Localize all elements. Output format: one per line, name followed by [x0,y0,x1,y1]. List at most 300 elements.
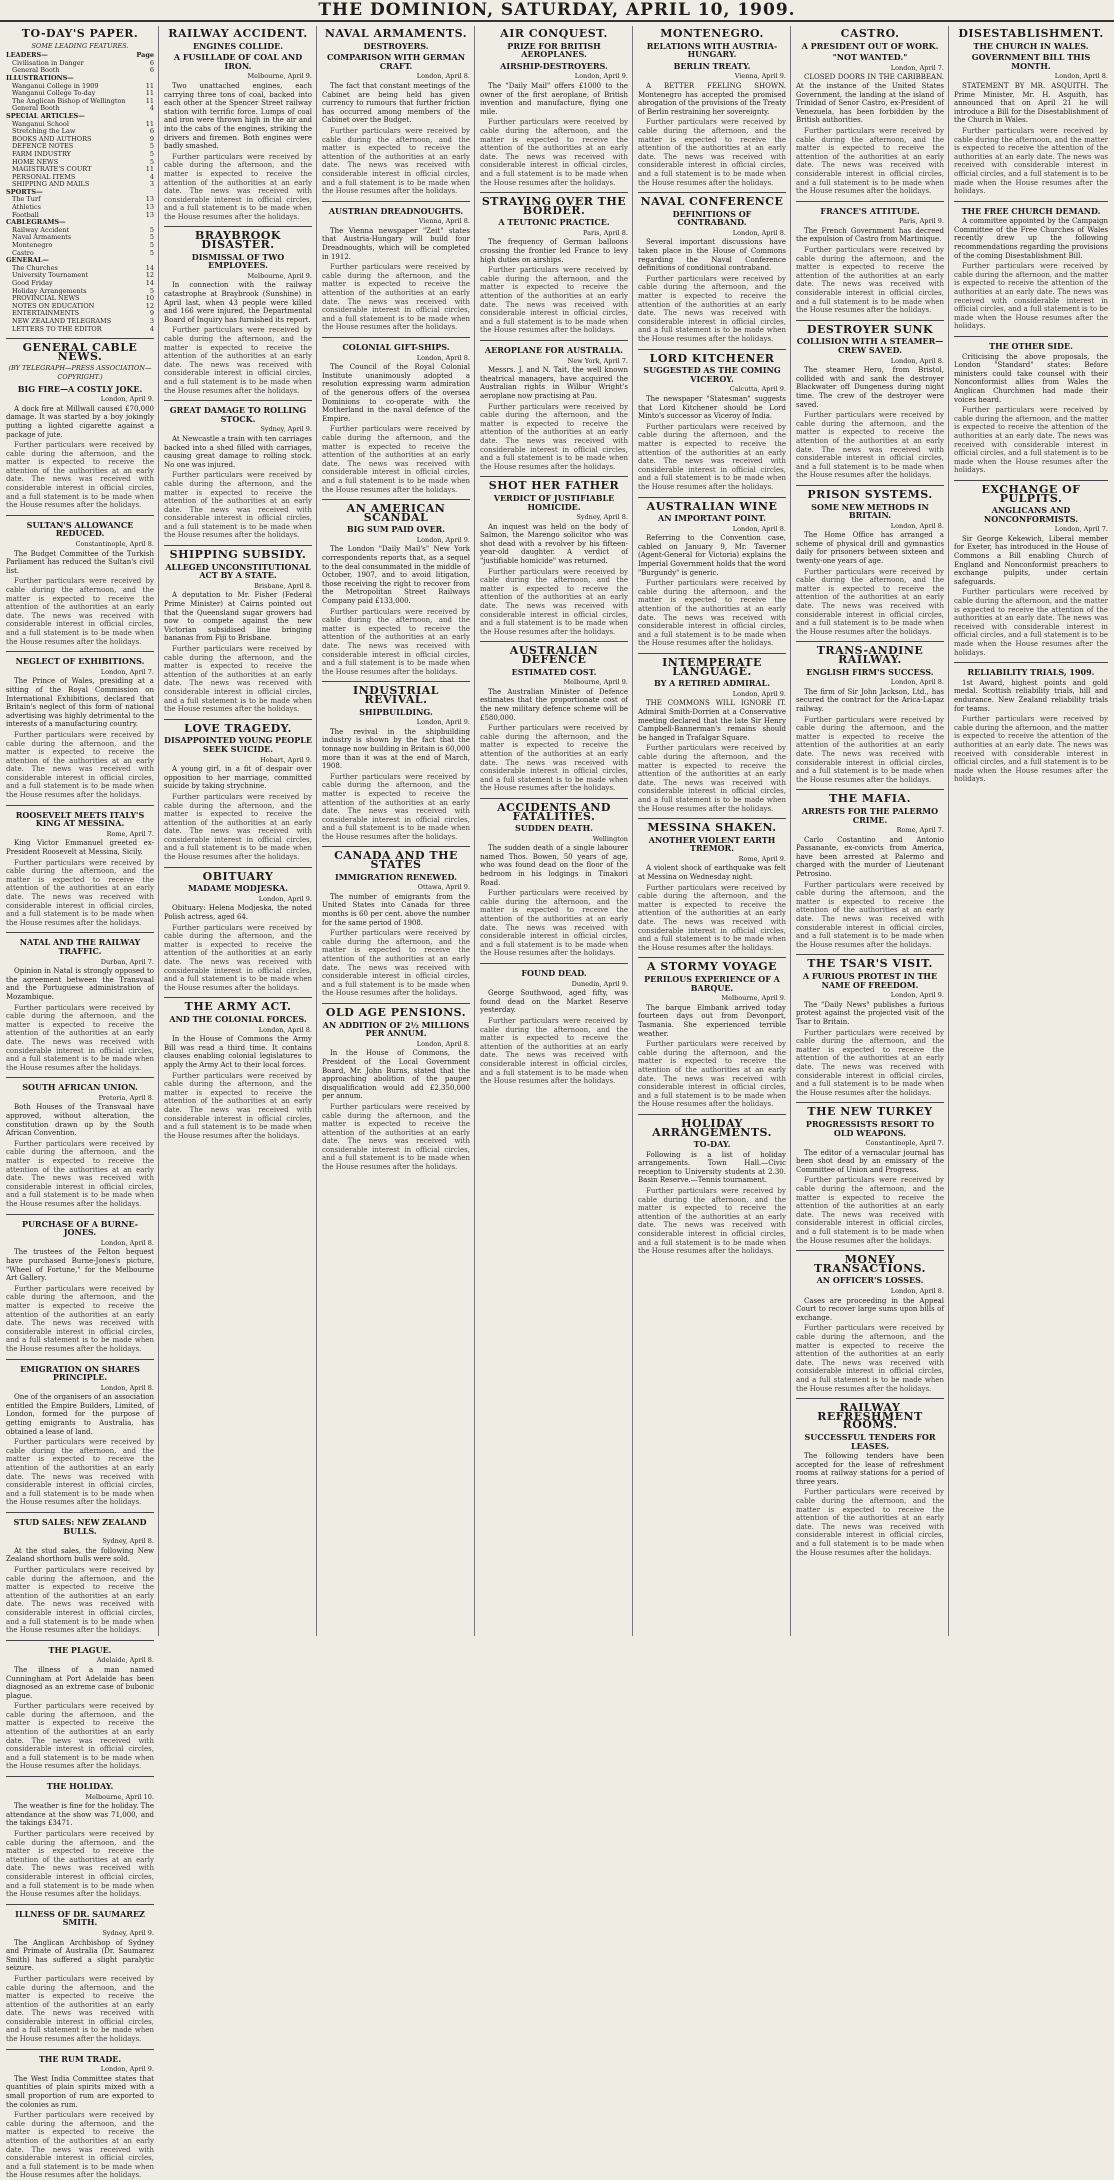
article [322,201,470,332]
article-body-continued: Further particulars were received by cable during the afternoon, and the matter is expected to receive the attention of the authorities at an early date. The news was received with considerable interest in official circles, and a full statement is to be made when the House resumes after the holidays. [6,1284,154,1353]
article-body: The revival in the shipbuilding industry is shown by the fact that the tonnage now building in Britain is 60,000 more than it was at the end of March, 1908. [322,727,470,771]
article-dateline: Sydney, April 8. [102,1537,154,1546]
toc-page: 4 [149,172,154,181]
article-body: The fact that constant meetings of the Cabinet are being held has given currency to rumours that further friction has occurred among members of the Cabinet over the Budget. [322,81,470,125]
article [6,1077,154,1208]
toc-label: FARM INDUSTRY [12,149,71,158]
article-headline: ROOSEVELT MEETS ITALY'S KING AT MESSINA. [15,809,145,829]
divider [796,201,944,202]
article-headline: BRAYBROOK DISASTER. [195,229,281,252]
toc-label: Wanganui School [12,119,69,128]
toc-label: University Tournament [12,271,89,280]
article-dateline: Melbourne, April 10. [85,1792,154,1801]
article-body: Criticising the above proposals, the London "Standard" states: Before ministers could take counsel with their Nonconformist allies from Wales the Anglican Churchmen had made their voices heard. [954,352,1108,404]
article-dateline: Rome, April 9. [738,854,786,863]
article-body-continued: Further particulars were received by cable during the afternoon, and the matter is expected to receive the attention of the authorities at an early date. The news was received with considerable interest in official circles, and a full statement is to be made when the House resumes after the holidays. [6,858,154,927]
article [6,515,154,646]
article-body: In connection with the railway catastrophe at Braybrook (Sunshine) in April last, when 43 people were killed and 166 were injured, the Departmental Board of Inquiry has furnished its report. [164,281,312,324]
article-dateline: Melbourne, April 9. [247,271,312,280]
article-body: King Victor Emmanuel greeted ex-President Roosevelt at Messina, Sicily. [6,839,154,857]
naval-armaments-title: NAVAL ARMAMENTS. [324,27,468,40]
article-body: The Prince of Wales, presiding at a sitting of the Royal Commission on International Exhibitions, declared that Britain's neglect of this form of national advertising was highly detrimental to the interests of a manufacturing country. [6,677,154,729]
article-body: THE COMMONS WILL IGNORE IT. Admiral Smith-Dorrien at a Conservative meeting declared that the late Sir Henry Campbell-Bannerman's remains should be hanged in Trafalgar Square. [638,699,786,742]
article-body-continued: Further particulars were received by cable during the afternoon, and the matter is expected to receive the attention of the authorities at an early date. The news was received with considerable interest in official circles, and a full statement is to be made when the House resumes after the holidays. [796,1324,944,1393]
article-headline: OLD AGE PENSIONS. [325,1005,467,1019]
article-body: A young girl, in a fit of despair over opposition to her marriage, committed suicide by taking strychnine. [164,765,312,791]
article-body: The "Daily News" publishes a furious protest against the projected visit of the Tsar to Britain. [796,1000,944,1026]
column-divider [474,26,475,1636]
table-of-contents [6,52,154,333]
column-railway-accident [164,26,312,1636]
toc-page: 5 [149,233,154,242]
article-dateline: London, April 8. [416,353,470,362]
article-headline: THE CHURCH IN WALES. [973,40,1089,51]
divider [6,1359,154,1360]
article-headline: THE PLAGUE. [48,1644,112,1655]
divider [164,867,312,868]
article-dateline: New York, April 7. [567,356,628,365]
article-body-continued: Further particulars were received by cable during the afternoon, and the matter is expected to receive the attention of the authorities at an early date. The news was received with considerable interest in official circles, and a full statement is to be made when the House resumes after the holidays. [164,923,312,992]
article-subheadline: A FURIOUS PROTEST IN THE NAME OF FREEDOM. [802,971,938,990]
toc-page: 13 [145,210,154,219]
article-subheadline: DISAPPOINTED YOUNG PEOPLE SEEK SUICIDE. [164,735,312,754]
masthead-rule [0,20,1114,22]
divider [6,1640,154,1641]
article-body-continued: Further particulars were received by cable during the afternoon, and the matter is expected to receive the attention of the authorities at an early date. The news was received with considerable interest in official circles, and a full statement is to be made when the House resumes after the holidays. [322,772,470,841]
article-list [638,42,786,1256]
divider [164,400,312,401]
article-list [480,42,628,1086]
article-body: Following is a list of holiday arrangements. Town Hall.—Civic reception to University students at 2.30. Basin Reserve.—Tennis tournament. [638,1150,786,1185]
article [6,651,154,800]
toc-page: 11 [145,96,154,105]
article-dateline: London, April 7. [100,667,154,676]
divider [954,480,1108,481]
divider [480,641,628,642]
article-dateline: Paris, April 8. [583,228,628,237]
article-body-continued: Further particulars were received by cable during the afternoon, and the matter is expected to receive the attention of the authorities at an early date. The news was received with considerable interest in official circles, and a full statement is to be made when the House resumes after the holidays. [322,929,470,998]
article-headline: NAVAL CONFERENCE [640,195,784,209]
article-dateline: London, April 8. [100,1383,154,1392]
divider [6,1512,154,1513]
divider [796,1398,944,1399]
toc-label: Montenegro [12,241,53,250]
article [6,385,154,510]
article-headline: PRISON SYSTEMS. [807,487,933,501]
toc-label: SHIPPING AND MAILS [12,180,90,189]
article-body-continued: Further particulars were received by cable during the afternoon, and the matter is expected to receive the attention of the authorities at an early date. The news was received with considerable interest in official circles, and a full statement is to be made when the House resumes after the holidays. [164,645,312,714]
article-headline: ACCIDENTS AND FATALITIES. [497,800,611,823]
article-body: Several important discussions have taken place in the House of Commons regarding the Naval Conference definitions of conditional contraband. [638,238,786,273]
article-body: A BETTER FEELING SHOWN. Montenegro has accepted the promised abrogation of the provisions of the Treaty of Berlin restraining her sovereignty. [638,81,787,116]
article-dateline: London, April 9. [100,2065,154,2074]
article-subheadline: DISMISSAL OF TWO EMPLOYEES. [191,251,285,271]
toc-page: 5 [149,286,154,295]
article [322,1003,470,1172]
divider [322,846,470,847]
article-body: The firm of Sir John Jackson, Ltd., has secured the contract for the Arica-Lapaz railway. [796,687,944,713]
article-subheadline: SHIPBUILDING. [359,706,433,717]
article-body: CLOSED DOORS IN THE CARIBBEAN. At the instance of the United States Government, the landing at the island of Trinidad of Senor Castro, ex-President of Venezuela, has been forbidden by the British authorities. [796,73,944,125]
article-body: The weather is fine for the holiday. The attendance at the show was 71,000, and the takings £3471. [6,1802,154,1828]
toc-page: 4 [149,324,154,333]
column-disestablishment [954,26,1108,1636]
article-body-continued: Further particulars were received by cable during the afternoon, and the matter is expected to receive the attention of the authorities at an early date. The news was received with considerable interest in official circles, and a full statement is to be made when the House resumes after the holidays. [796,126,944,196]
toc-entry [6,326,154,334]
article-headline: NATAL AND THE RAILWAY TRAFFIC. [19,937,141,956]
article [480,963,628,1086]
toc-label: The Churches [12,263,58,272]
toc-page: 5 [149,142,154,151]
article-body: The sudden death of a single labourer named Thos. Bowen, 50 years of age, who was found dead on the floor of the bedroom in his lodgings in Tinakori Road. [480,844,628,887]
article-subheadline: AIRSHIP-DESTROYERS. [500,60,608,71]
masthead-title: THE DOMINION, SATURDAY, APRIL 10, 1909. [318,0,796,20]
toc-label: Civilisation in Danger [12,58,84,67]
article [796,789,944,949]
article-list [6,385,154,2180]
toc-label: ILLUSTRATIONS— [6,73,74,82]
article [6,1776,154,1899]
toc-label: Athletics [12,203,41,212]
article-subheadline: IMMIGRATION RENEWED. [335,871,457,882]
article [164,42,312,222]
toc-label: Wanganui College To-day [12,89,96,98]
article-dateline: London, April 8. [890,678,944,687]
article-dateline: London, April 8. [416,1039,470,1048]
divider [480,963,628,964]
article-subheadline: ANOTHER VIOLENT EARTH TREMOR. [648,834,776,854]
article-body: Two unattached engines, each carrying three tons of coal, backed into each other at the Spencer Street railway station with terrific force. Lumps of coal and iron were thrown high in the air and into the cabs of the engines, striking the drivers and firemen. Both engines were badly smashed. [164,81,312,151]
article-body-continued: Further particulars were received by cable during the afternoon, and the matter is expected to receive the attention of the authorities at an early date. The news was received with considerable interest in official circles, and a full statement is to be made when the House resumes after the holidays. [322,425,470,494]
article-headline: HOLIDAY ARRANGEMENTS. [652,1116,772,1139]
article-body: The London "Daily Mail's" New York correspondents reports that, as a sequel to the deal consummated in the middle of October, 1907, and to avoid litigation, those receiving the right to recover from the Metropolitan Street Railways Company paid £133,000. [322,545,470,606]
article-body: The trustees of the Felton bequest have purchased Burne-Jones's picture, "Wheel of Fortune," for the Melbourne Art Gallery. [6,1248,154,1283]
article-subheadline: MADAME MODJESKA. [188,883,288,894]
article-headline: INDUSTRIAL REVIVAL. [352,684,440,706]
article [6,1214,154,1354]
article-body: The Home Office has arranged a scheme of physical drill and gymnastics daily for prisoners between sixteen and twenty-one years of age. [796,531,944,566]
article-headline: AUSTRALIAN WINE [646,499,778,513]
article-body-continued: Further particulars were received by cable during the afternoon, and the matter is expected to receive the attention of the authorities at an early date. The news was received with considerable interest in official circles, and a full statement is to be made when the House resumes after the holidays. [480,118,628,187]
divider [164,997,312,998]
article-body-continued: Further particulars were received by cable during the afternoon, and the matter is expected to receive the attention of the authorities at an early date. The news was received with considerable interest in official circles, and a full statement is to be made when the House resumes after the holidays. [638,579,786,648]
article-body: A violent shock of earthquake was felt at Messina on Wednesday night. [638,864,786,882]
article-body-continued: Further particulars were received by cable during the afternoon, and the matter is expected to receive the attention of the authorities at an early date. The news was received with considerable interest in official circles, and a full statement is to be made when the House resumes after the holidays. [6,441,154,510]
toc-page: 5 [149,149,154,158]
article-body-continued: Further particulars were received by cable during the afternoon, and the matter is expected to receive the attention of the authorities at an early date. The news was received with considerable interest in official circles, and a full statement is to be made when the House resumes after the holidays. [796,1176,944,1245]
article [164,719,312,862]
toc-label: BOOKS AND AUTHORS [12,134,92,143]
divider [638,653,786,654]
divider [6,1077,154,1078]
article-body: The editor of a vernacular journal has been shot dead by an emissary of the Committee of Union and Progress. [796,1148,944,1174]
article [796,320,944,480]
divider [322,1003,470,1004]
article-body-continued: Further particulars were received by cable during the afternoon, and the matter is expected to receive the attention of the authorities at an early date. The news was received with considerable interest in official circles, and a full statement is to be made when the House resumes after the holidays. [322,263,470,332]
article-dateline: London, April 9. [416,535,470,544]
divider [6,2049,154,2050]
article-body: Cases are proceeding in the Appeal Court to recover large sums upon bills of exchange. [796,1296,944,1322]
divider [480,798,628,799]
divider [322,681,470,682]
article [954,480,1108,657]
toc-page: 9 [149,309,154,318]
toc-page: 10 [145,294,154,303]
article-headline: AUSTRALIAN DEFENCE [509,644,599,666]
toc-page: 12 [145,301,154,310]
article-headline: ENGINES COLLIDE. [192,40,284,51]
toc-page: 6 [149,66,154,75]
article-body: The "Daily Mail" offers £1000 to the owner of the first aeroplane, of British invention and manufacture, flying one mile. [480,81,628,116]
article-dateline: Ottawa, April 9. [417,883,470,892]
article-dateline: London, April 9. [258,894,312,903]
article-body-continued: Further particulars were received by cable during the afternoon, and the matter is expected to receive the attention of the authorities at an early date. The news was received with considerable interest in official circles, and a full statement is to be made when the House resumes after the holidays. [480,266,628,335]
article [6,2049,154,2180]
article-body: The illness of a man named Cunningham at Port Adelaide has been diagnosed as an extreme case of bubonic plague. [6,1665,154,1700]
article-dateline: London, April 8. [416,72,470,81]
article-body-continued: Further particulars were received by cable during the afternoon, and the matter is expected to receive the attention of the authorities at an early date. The news was received with considerable interest in official circles, and a full statement is to be made when the House resumes after the holidays. [480,889,628,958]
article-body: 1st Award, highest points and gold medal. Scottish reliability trials, hill and endurance. New Zealand reliability trials for teams. [954,678,1108,713]
article-body-continued: Further particulars were received by cable during the afternoon, and the matter is expected to receive the attention of the authorities at an early date. The news was received with considerable interest in official circles, and a full statement is to be made when the House resumes after the holidays. [796,1488,944,1557]
article [954,42,1108,196]
article-body-continued: Further particulars were received by cable during the afternoon, and the matter is expected to receive the attention of the authorities at an early date. The news was received with considerable interest in official circles, and a full statement is to be made when the House resumes after the holidays. [6,2111,154,2180]
article-body: The Australian Minister of Defence estimates that the proportionate cost of the new military defence scheme will be £580,000. [480,687,628,722]
article-dateline: Calcutta, April 9. [729,385,786,394]
toc-label: SPECIAL ARTICLES— [6,111,85,120]
toc-label: PERSONAL ITEMS [12,172,76,181]
article-list [164,42,312,1141]
article-headline: ILLNESS OF DR. SAUMAREZ SMITH. [15,1908,145,1928]
article-body-continued: Further particulars were received by cable during the afternoon, and the matter is expected to receive the attention of the authorities at an early date. The news was received with considerable interest in official circles, and a full statement is to be made when the House resumes after the holidays. [6,1565,154,1635]
toc-label: The Anglican Bishop of Wellington [12,96,126,105]
article-subheadline: ANGLICANS AND NONCONFORMISTS. [983,505,1079,524]
article [954,662,1108,784]
article [638,957,786,1109]
divider [638,957,786,958]
article [796,1250,944,1393]
article [322,499,470,676]
article-headline: SULTAN'S ALLOWANCE REDUCED. [26,519,134,539]
column-divider [158,26,159,1636]
article-body-continued: Further particulars were received by cable during the afternoon, and the matter is expected to receive the attention of the authorities at an early date. The news was received with considerable interest in official circles, and a full statement is to be made when the House resumes after the holidays. [6,1438,154,1507]
article-body-continued: Further particulars were received by cable during the afternoon, and the matter is expected to receive the attention of the authorities at an early date. The news was received with considerable interest in official circles, and a full statement is to be made when the House resumes after the holidays. [796,880,944,949]
article-body-continued: Further particulars were received by cable during the afternoon, and the matter is expected to receive the attention of the authorities at an early date. The news was received with considerable interest in official circles, and a full statement is to be made when the House resumes after the holidays. [954,126,1108,196]
toc-label: General Booth [12,104,60,113]
article [638,1114,786,1256]
article-body-continued: Further particulars were received by cable during the afternoon, and the matter is expected to receive the attention of the authorities at an early date. The news was received with considerable interest in official circles, and a full statement is to be made when the House resumes after the holidays. [638,118,786,187]
article-body-continued: Further particulars were received by cable during the afternoon, and the matter is expected to receive the attention of the authorities at an early date. The news was received with considerable interest in official circles, and a full statement is to be made when the House resumes after the holidays. [638,274,786,343]
toc-page: 6 [149,127,154,136]
article-body: The French Government has decreed the expulsion of Castro from Martinique. [796,226,944,244]
divider [796,1102,944,1103]
article [6,1904,154,2044]
article-body-continued: Further particulars were received by cable during the afternoon, and the matter is expected to receive the attention of the authorities at an early date. The news was received with considerable interest in official circles, and a full statement is to be made when the House resumes after the holidays. [954,588,1108,657]
divider [480,340,628,341]
toc-label: MAGISTRATE'S COURT [12,165,92,174]
article-headline: EMIGRATION ON SHARES PRINCIPLE. [20,1363,140,1383]
article-headline: EXCHANGE OF PULPITS. [981,482,1081,505]
article [480,798,628,958]
column-air-conquest [480,26,628,1636]
article [796,201,944,315]
toc-label: General Booth [12,66,60,75]
article-body-continued: Further particulars were received by cable during the afternoon, and the matter is expected to receive the attention of the authorities at an early date. The news was received with considerable interest in official circles, and a full statement is to be made when the House resumes after the holidays. [6,577,154,646]
todays-paper-title: TO-DAY'S PAPER. [21,27,139,40]
article-body: A deputation to Mr. Fisher (Federal Prime Minister) at Cairns pointed out that the Queensland sugar growers had now to compete against the new Victorian subsidised line bringing bananas from Fiji to Brisbane. [164,591,312,643]
article-subheadline: SOME NEW METHODS IN BRITAIN. [811,501,929,521]
article-headline: LOVE TRAGEDY. [184,721,292,735]
article-subheadline: SUDDEN DEATH. [515,823,593,834]
article-headline: FRANCE'S ATTITUDE. [820,205,920,216]
article [796,42,944,196]
article-body-continued: Further particulars were received by cable during the afternoon, and the matter is expected to receive the attention of the authorities at an early date. The news was received with considerable interest in official circles, and a full statement is to be made when the House resumes after the holidays. [6,730,154,800]
divider [480,192,628,193]
article-body-continued: Further particulars were received by cable during the afternoon, and the matter is expected to receive the attention of the authorities at an early date. The news was received with considerable interest in official circles, and a full statement is to be made when the House resumes after the holidays. [164,1071,312,1140]
article-dateline: Rome, April 7. [896,826,944,835]
article-subheadline: PROGRESSISTS RESORT TO OLD WEAPONS. [805,1118,935,1138]
article-headline: LORD KITCHENER [649,351,775,365]
article-body: The steamer Hero, from Bristol, collided with and sank the destroyer Blackwater off Dungeness during night time. The crew of the destroyer were saved. [796,366,944,409]
article [322,681,470,841]
divider [796,320,944,321]
article-body: At Newcastle a train with ten carriages backed into a shed filled with carriages, causing great damage to rolling stock. No one was injured. [164,434,312,469]
article-subheadline: BIG SUM PAID OVER. [346,524,446,535]
article-subheadline: DEFINITIONS OF CONTRABAND. [672,208,752,228]
divider [954,336,1108,337]
article-headline: RAILWAY REFRESHMENT ROOMS. [817,1401,923,1432]
divider [6,651,154,652]
article-headline: SHIPPING SUBSIDY. [169,548,307,562]
article [6,805,154,928]
article-body: The barque Elmbank arrived today fourteen days out from Devonport, Tasmania. She experienced terrible weather. [638,1003,786,1038]
article-body-continued: Further particulars were received by cable during the afternoon, and the matter is expected to receive the attention of the authorities at an early date. The news was received with considerable interest in official circles, and a full statement is to be made when the House resumes after the holidays. [6,1830,154,1899]
article-subheadline: A FUSILLADE OF COAL AND IRON. [173,52,303,71]
article-body: The number of emigrants from the United States into Canada for three months is 60 per cent. above the number for the same period of 1908. [322,892,470,927]
article-dateline: London, April 9. [416,718,470,727]
montenegro-title: MONTENEGRO. [660,27,764,40]
article-body-continued: Further particulars were received by cable during the afternoon, and the matter is expected to receive the attention of the authorities at an early date. The news was received with considerable interest in official circles, and a full statement is to be made when the House resumes after the holidays. [6,1003,154,1072]
article-dateline: Rome, April 7. [106,829,154,838]
toc-page: 5 [149,157,154,166]
article-dateline: Paris, April 9. [899,217,944,226]
article-body: Both Houses of the Transvaal have approved, without alteration, the constitution drawn up by the South African Convention. [6,1103,154,1138]
article-headline: MONEY TRANSACTIONS. [814,1253,926,1275]
article-dateline: London, April 8. [732,524,786,533]
article-headline: STRAYING OVER THE BORDER. [481,195,627,217]
divider [164,545,312,546]
article-body-continued: Further particulars were received by cable during the afternoon, and the matter is expected to receive the attention of the authorities at an early date. The news was received with considerable interest in official circles, and a full statement is to be made when the House resumes after the holidays. [164,792,312,862]
article-dateline: Dunedin, April 9. [571,979,628,988]
divider [638,1114,786,1115]
article-subheadline: AN ADDITION OF 2½ MILLIONS PER ANNUM. [322,1019,470,1039]
article-headline: TRANS-ANDINE RAILWAY. [816,644,924,666]
article-list [322,42,470,1172]
article-body-continued: Further particulars were received by cable during the afternoon, and the matter is expected to receive the attention of the authorities at an early date. The news was received with considerable interest in official circles, and a full statement is to be made when the House resumes after the holidays. [164,152,312,221]
toc-label: DEFENCE NOTES [12,142,74,151]
article-body: The Budget Committee of the Turkish Parliament has reduced the Sultan's civil list. [6,549,154,575]
article-body: The following tenders have been accepted for the lease of refreshment rooms at railway stations for a period of three years. [796,1452,944,1486]
column-divider [632,26,633,1636]
article-dateline: Wellington [592,834,628,843]
divider [322,337,470,338]
article-subheadline: VERDICT OF JUSTIFIABLE HOMICIDE. [493,492,615,512]
article-dateline: London, April 8. [890,356,944,365]
divider [6,515,154,516]
article [164,400,312,540]
article-body: The Vienna newspaper "Zeit" states that Austria-Hungary will build four Dreadnoughts, which will be completed in 1912. [322,226,470,261]
article-subheadline: PERILOUS EXPERIENCE OF A BARQUE. [644,974,780,993]
toc-label: ENTERTAINMENTS [12,309,80,318]
article-dateline: Vienna, April 8. [418,217,470,226]
article-dateline: Sydney, April 8. [576,513,628,522]
toc-page: 5 [149,248,154,257]
column-montenegro [638,26,786,1636]
article [164,997,312,1140]
toc-page: 3 [149,316,154,325]
article-subheadline: SUCCESSFUL TENDERS FOR LEASES. [804,1431,936,1451]
article-body: In the House of Commons the Army Bill was read a third time. It contains clauses enabling colonial legislatures to apply the Army Act to their local forces. [164,1035,312,1069]
article-body-continued: Further particulars were received by cable during the afternoon, and the matter is expected to receive the attention of the authorities at an early date. The news was received with considerable interest in official circles, and a full statement is to be made when the House resumes after the holidays. [954,715,1108,784]
divider [638,818,786,819]
article-headline: DESTROYERS. [363,40,429,51]
article-body-continued: Further particulars were received by cable during the afternoon, and the matter is expected to receive the attention of the authorities at an early date. The news was received with considerable interest in official circles, and a full statement is to be made when the House resumes after the holidays. [638,1187,786,1256]
railway-accident-title: RAILWAY ACCIDENT. [168,27,308,40]
divider [480,476,628,477]
article-body-continued: Further particulars were received by cable during the afternoon, and the matter is expected to receive the attention of the authorities at an early date. The news was received with considerable interest in official circles, and a full statement is to be made when the House resumes after the holidays. [796,715,944,784]
article-body: Carlo Costantino and Antonio Passanante, ex-convicts from America, have been arrested at Palermo and charged with the murder of Lieutenant Petrosino. [796,835,944,879]
article-body: Obituary: Helena Modjeska, the noted Polish actress, aged 64. [164,904,312,922]
toc-label: SPORTS— [6,187,43,196]
article-dateline: London, April 9. [100,395,154,404]
cable-news-title: GENERAL CABLE NEWS. [22,341,138,363]
article-body: STATEMENT BY MR. ASQUITH. The Prime Minister, Mr. H. Asquith, has announced that on April 21 he will introduce a Bill for the Disestablishment of the Church in Wales. [954,81,1108,125]
toc-page: 14 [145,263,154,272]
toc-page: 11 [145,89,154,98]
article-headline: STUD SALES: NEW ZEALAND BULLS. [13,1517,147,1536]
article [164,226,312,395]
article-body-continued: Further particulars were received by cable during the afternoon, and the matter is expected to receive the attention of the authorities at an early date. The news was received with considerable interest in official circles, and a full statement is to be made when the House resumes after the holidays. [480,1016,628,1086]
article-headline: RELIABILITY TRIALS, 1909. [967,667,1095,678]
article-subheadline: COLLISION WITH A STEAMER—CREW SAVED. [796,336,944,355]
article-subheadline: ALLEGED UNCONSTITUTIONAL ACT BY A STATE. [165,561,311,581]
article-body: Referring to the Convention case, cabled on January 9, Mr. Taverner (Agent-General for Victoria) explains the Imperial Government holds that the word "Burgundy" is generic. [638,534,786,577]
toc-page: 5 [149,225,154,234]
article [6,932,154,1072]
column-castro [796,26,944,1636]
article-body-continued: Further particulars were received by cable during the afternoon, and the matter is expected to receive the attention of the authorities at an early date. The news was received with considerable interest in official circles, and a full statement is to be made when the House resumes after the holidays. [480,402,628,471]
article-body: Messrs. J. and N. Tait, the well known theatrical managers, have acquired the Australian rights in Wilbur Wright's aeroplane now practising at Pau. [480,366,628,400]
article-dateline: Hobart, April 9. [260,755,312,764]
article-body-continued: Further particulars were received by cable during the afternoon, and the matter is expected to receive the attention of the authorities at an early date. The news was received with considerable interest in official circles, and a full statement is to be made when the House resumes after the holidays. [954,262,1108,331]
toc-page: 11 [145,119,154,128]
article [796,485,944,637]
article-subheadline: ENGLISH FIRM'S SUCCESS. [806,666,934,677]
toc-label: The Turf [12,195,41,204]
article-body-continued: Further particulars were received by cable during the afternoon, and the matter is expected to receive the attention of the authorities at an early date. The news was received with considerable interest in official circles, and a full statement is to be made when the House resumes after the holidays. [480,567,628,636]
article-subheadline: AN IMPORTANT POINT. [658,513,766,524]
article-dateline: Durban, April 7. [100,957,154,966]
article-body: In the House of Commons, the President of the Local Government Board, Mr. John Burns, stated that the approaching abolition of the pauper disqualification would add £2,350,000 per annum. [322,1049,470,1101]
toc-page: 13 [145,195,154,204]
article-list [954,42,1108,784]
article-headline: RELATIONS WITH AUSTRIA-HUNGARY. [646,40,778,60]
toc-page: 6 [149,58,154,67]
article [480,641,628,793]
divider [6,805,154,806]
air-conquest-title: AIR CONQUEST. [500,27,608,40]
divider [796,641,944,642]
disestablishment-title: DISESTABLISHMENT. [958,27,1104,40]
